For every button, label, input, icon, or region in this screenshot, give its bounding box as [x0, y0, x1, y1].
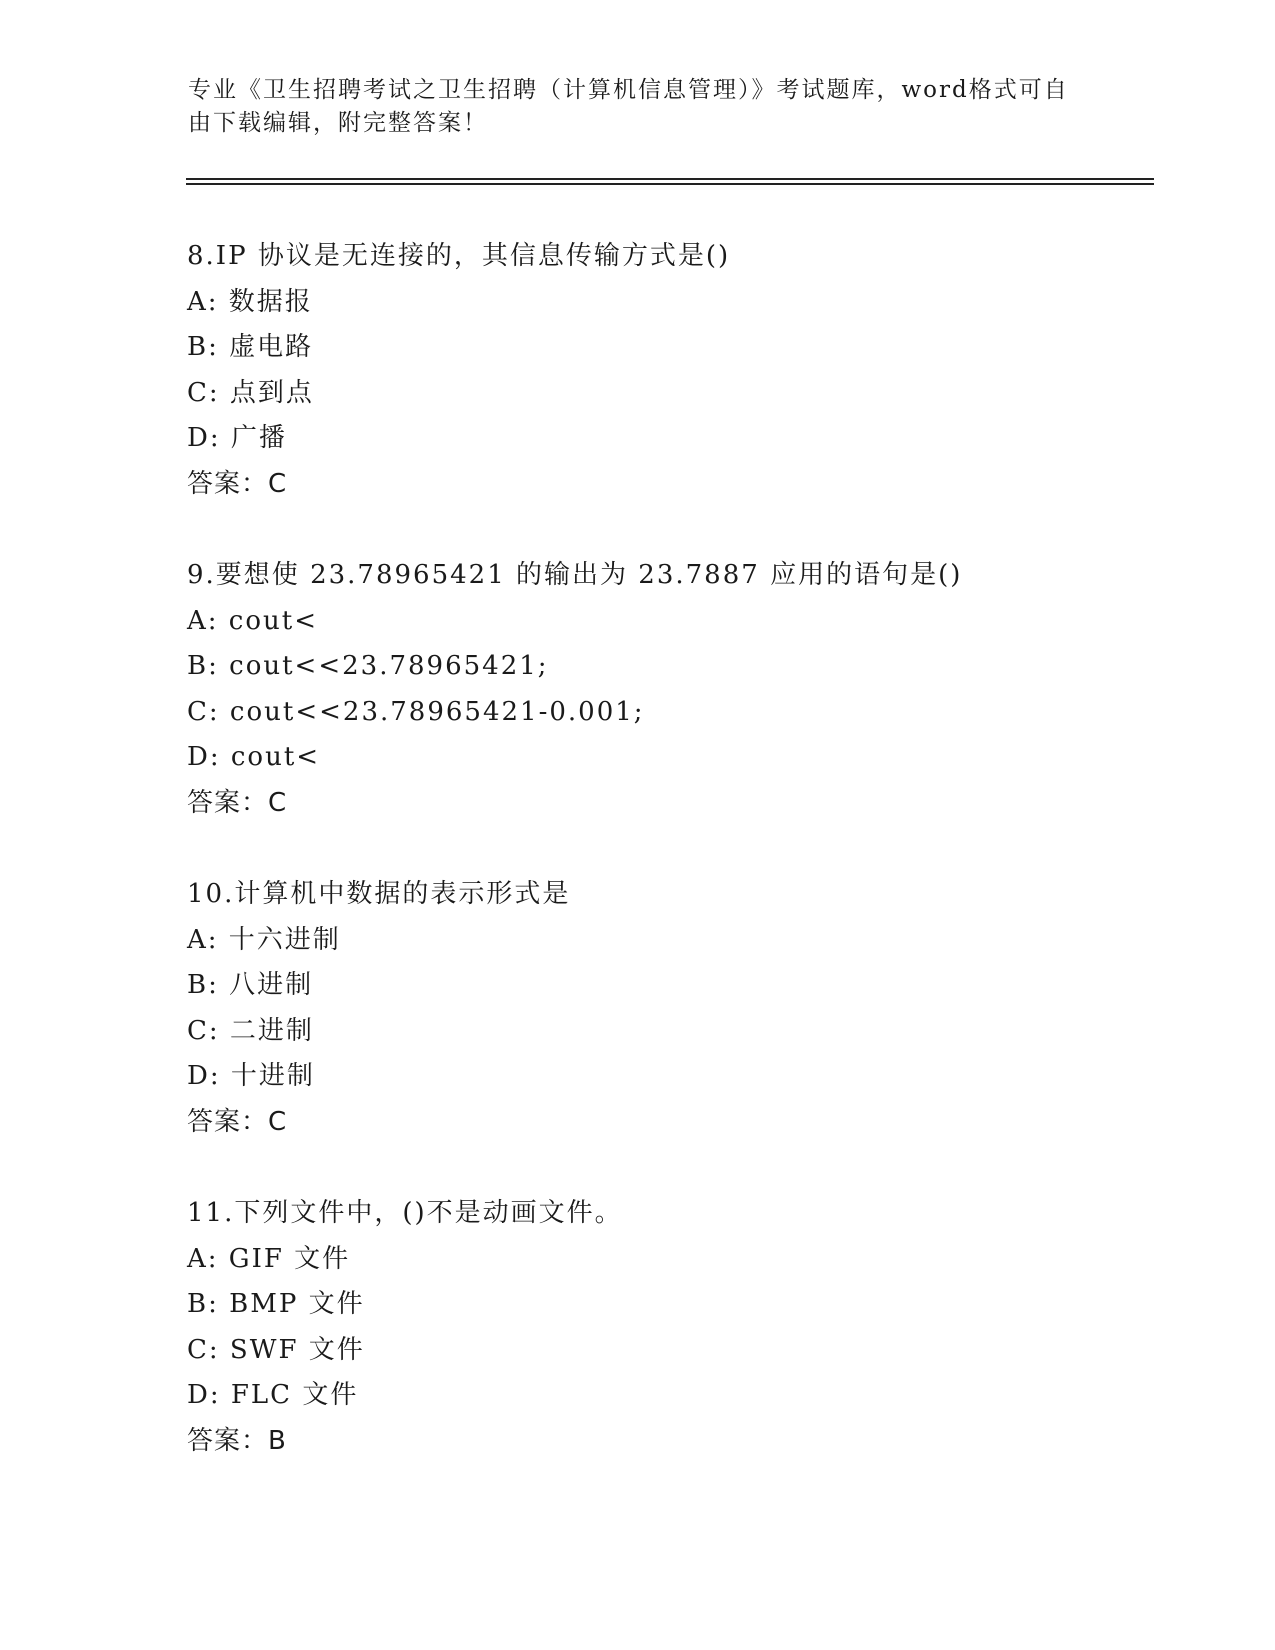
option-b: B: BMP 文件 — [187, 1289, 365, 1319]
option-b: B: cout<<23.78965421; — [187, 651, 549, 681]
option-d: D: 十进制 — [187, 1061, 315, 1091]
question-10 — [187, 872, 1147, 1145]
option-d: D: FLC 文件 — [187, 1380, 359, 1410]
option-d: D: cout< — [187, 742, 321, 772]
option-a: A: GIF 文件 — [187, 1243, 351, 1274]
question-9 — [187, 553, 1147, 826]
option-b: B: 八进制 — [187, 970, 314, 1000]
option-c: C: 二进制 — [187, 1015, 314, 1046]
answer-line: 答案：C — [187, 787, 288, 818]
question-stem: 11.下列文件中，()不是动画文件。 — [187, 1198, 623, 1228]
header-divider-top — [186, 178, 1154, 180]
document-header — [188, 74, 1088, 140]
option-c: C: 点到点 — [187, 377, 314, 408]
answer-line: 答案：C — [187, 1106, 288, 1137]
header-line-2: 由下载编辑，附完整答案！ — [188, 110, 488, 136]
question-stem: 9.要想使 23.78965421 的输出为 23.7887 应用的语句是() — [187, 560, 963, 590]
option-b: B: 虚电路 — [187, 332, 314, 362]
option-a: A: 十六进制 — [187, 924, 341, 955]
option-c: C: SWF 文件 — [187, 1334, 365, 1365]
option-d: D: 广播 — [187, 423, 287, 453]
option-c: C: cout<<23.78965421-0.001; — [187, 696, 645, 727]
option-a: A: 数据报 — [187, 286, 313, 317]
question-stem: 10.计算机中数据的表示形式是 — [187, 879, 571, 909]
option-a: A: cout< — [187, 605, 318, 636]
question-8 — [187, 234, 1147, 507]
header-divider-bottom — [186, 183, 1154, 185]
header-line-1: 专业《卫生招聘考试之卫生招聘（计算机信息管理）》考试题库，word格式可自 — [188, 77, 1069, 103]
question-stem: 8.IP 协议是无连接的，其信息传输方式是() — [187, 241, 731, 271]
question-11 — [187, 1191, 1147, 1464]
answer-line: 答案：C — [187, 468, 288, 499]
answer-line: 答案：B — [187, 1425, 287, 1456]
